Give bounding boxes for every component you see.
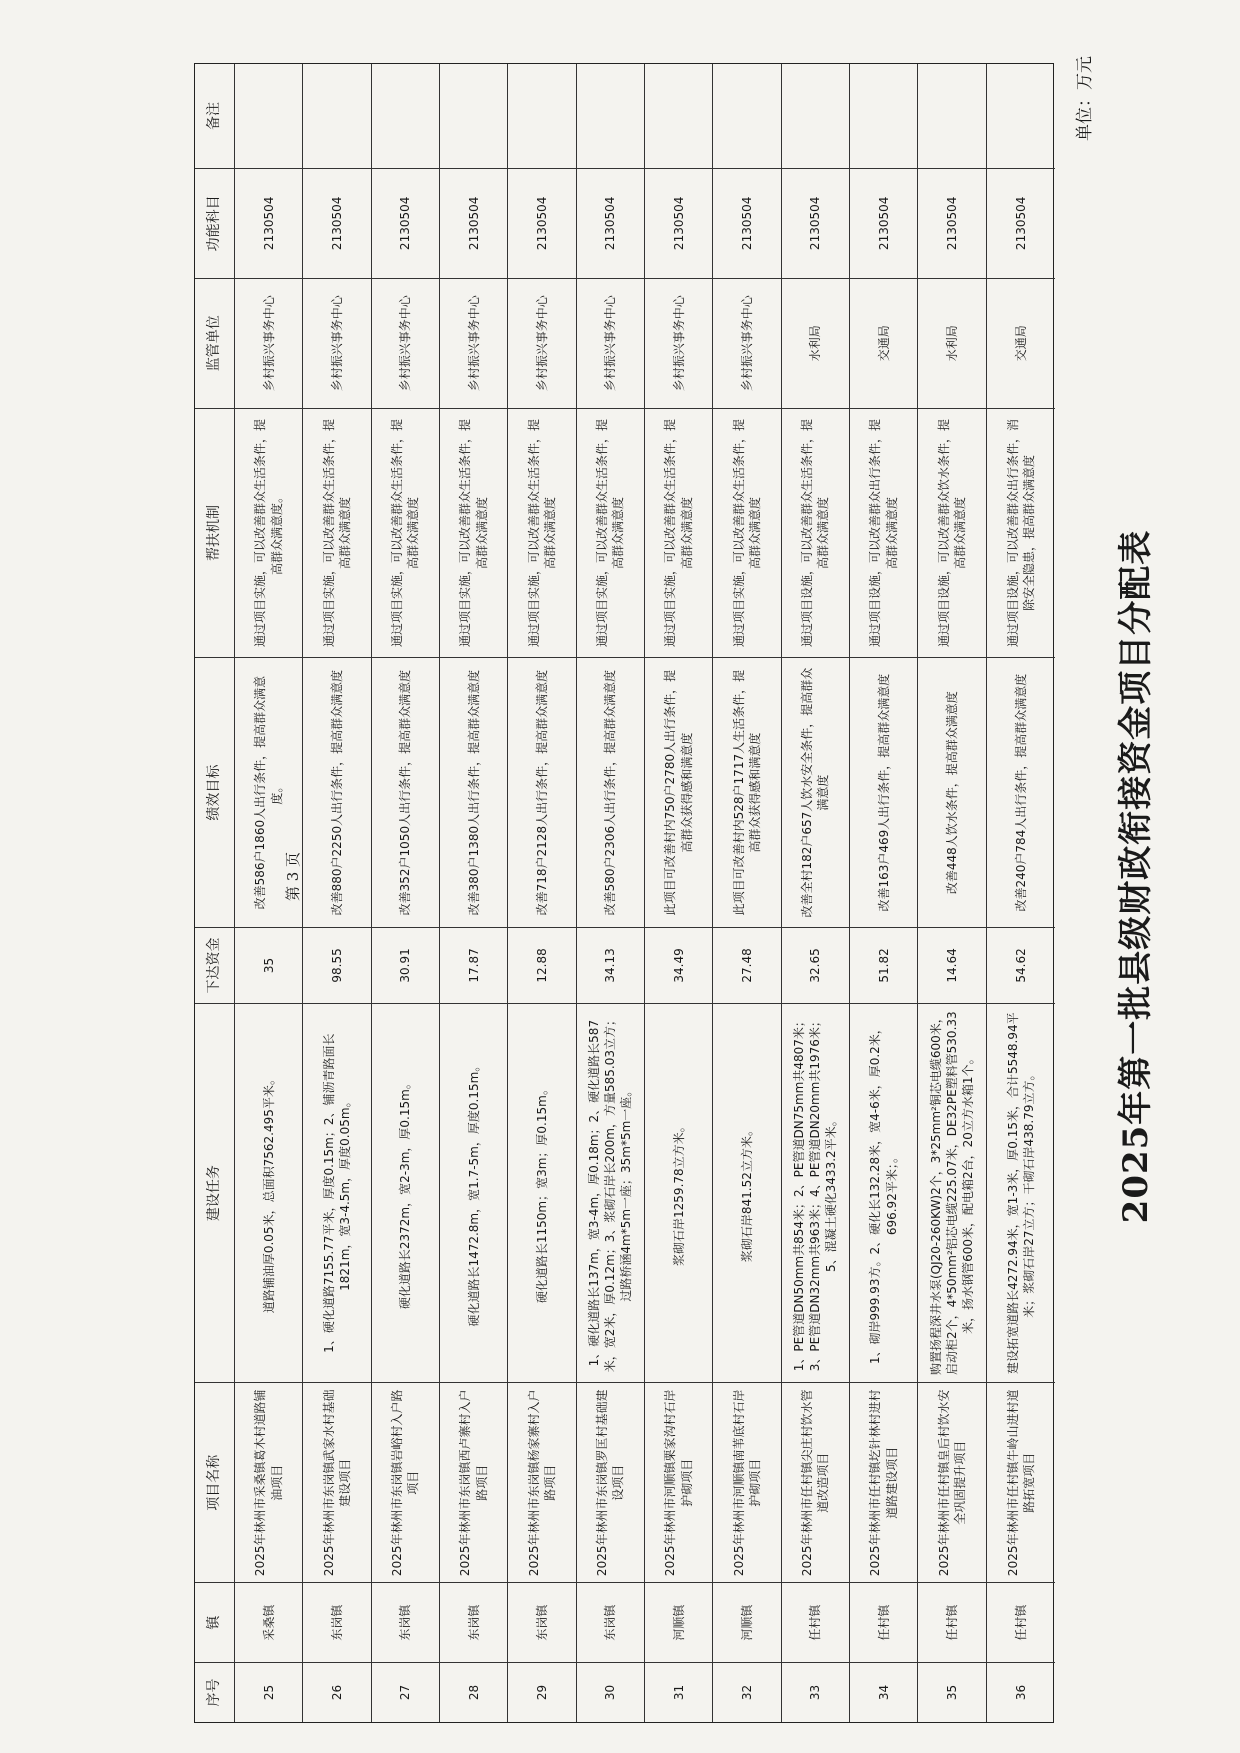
cell-mech: 通过项目实施，可以改善群众生活条件，提高群众满意度 bbox=[713, 408, 780, 658]
cell-goal: 改善163户469人出行条件，提高群众满意度 bbox=[850, 657, 917, 927]
cell-code: 2130504 bbox=[782, 168, 849, 278]
cell-seq: 35 bbox=[918, 1662, 985, 1722]
cell-seq: 29 bbox=[508, 1662, 575, 1722]
table-row bbox=[508, 64, 576, 1722]
cell-unit: 乡村振兴事务中心 bbox=[508, 278, 575, 408]
cell-town: 河顺镇 bbox=[713, 1582, 780, 1662]
cell-note bbox=[850, 64, 917, 168]
cell-town: 采桑镇 bbox=[235, 1582, 302, 1662]
cell-fund: 17.87 bbox=[440, 927, 507, 1003]
cell-unit: 交通局 bbox=[850, 278, 917, 408]
cell-name: 2025年林州市东岗镇西卢寨村入户路项目 bbox=[440, 1382, 507, 1582]
cell-town: 任村镇 bbox=[987, 1582, 1055, 1662]
cell-name: 2025年林州市东岗镇杨家寨村入户路项目 bbox=[508, 1382, 575, 1582]
header-goal: 绩效目标 bbox=[195, 657, 234, 927]
cell-mech: 通过项目设施，可以改善群众生活条件，提高群众满意度 bbox=[782, 408, 849, 658]
cell-fund: 12.88 bbox=[508, 927, 575, 1003]
cell-mech: 通过项目设施，可以改善群众饮水条件，提高群众满意度 bbox=[918, 408, 985, 658]
cell-town: 东岗镇 bbox=[577, 1582, 644, 1662]
cell-name: 2025年林州市河顺镇栗家沟村石岸护砌项目 bbox=[645, 1382, 712, 1582]
cell-town: 任村镇 bbox=[918, 1582, 985, 1662]
cell-seq: 36 bbox=[987, 1662, 1055, 1722]
cell-name: 2025年林州市任村镇皇后村饮水安全巩固提升项目 bbox=[918, 1382, 985, 1582]
cell-seq: 28 bbox=[440, 1662, 507, 1722]
cell-seq: 30 bbox=[577, 1662, 644, 1722]
table-row bbox=[713, 64, 781, 1722]
table-row bbox=[850, 64, 918, 1722]
cell-fund: 54.62 bbox=[987, 927, 1055, 1003]
cell-note bbox=[713, 64, 780, 168]
cell-code: 2130504 bbox=[918, 168, 985, 278]
cell-code: 2130504 bbox=[440, 168, 507, 278]
cell-town: 河顺镇 bbox=[645, 1582, 712, 1662]
cell-task: 1、砌岸999.93方。2、硬化长132.28米，宽4-6米，厚0.2米，696.92平米；。 bbox=[850, 1003, 917, 1383]
cell-mech: 通过项目实施，可以改善群众生活条件，提高群众满意度 bbox=[372, 408, 439, 658]
cell-unit: 乡村振兴事务中心 bbox=[713, 278, 780, 408]
cell-code: 2130504 bbox=[235, 168, 302, 278]
table-header bbox=[195, 64, 235, 1722]
cell-note bbox=[918, 64, 985, 168]
cell-task: 浆砌石岸1259.78立方米。 bbox=[645, 1003, 712, 1383]
cell-seq: 34 bbox=[850, 1662, 917, 1722]
cell-fund: 32.65 bbox=[782, 927, 849, 1003]
cell-task: 硬化道路长1150m；宽3m；厚0.15m。 bbox=[508, 1003, 575, 1383]
table-row bbox=[918, 64, 986, 1722]
cell-mech: 通过项目实施，可以改善群众生活条件，提高群众满意度 bbox=[645, 408, 712, 658]
document-title: 2025年第一批县级财政衔接资金项目分配表 bbox=[1116, 529, 1156, 1224]
cell-code: 2130504 bbox=[645, 168, 712, 278]
header-code: 功能科目 bbox=[195, 168, 234, 278]
cell-note bbox=[303, 64, 370, 168]
cell-mech: 通过项目实施，可以改善群众生活条件，提高群众满意度。 bbox=[235, 408, 302, 658]
header-mechanism: 帮扶机制 bbox=[195, 408, 234, 658]
cell-task: 1、硬化道路7155.77平米，厚度0.15m；2、铺沥青路面长1821m，宽3-4.5m，厚度0.05m。 bbox=[303, 1003, 370, 1383]
cell-name: 2025年林州市任村镇圪针林村进村道路建设项目 bbox=[850, 1382, 917, 1582]
cell-task: 道路铺油厚0.05米，总面积7562.495平米。 bbox=[235, 1003, 302, 1383]
cell-unit: 乡村振兴事务中心 bbox=[303, 278, 370, 408]
cell-unit: 乡村振兴事务中心 bbox=[440, 278, 507, 408]
cell-code: 2130504 bbox=[577, 168, 644, 278]
cell-fund: 30.91 bbox=[372, 927, 439, 1003]
cell-mech: 通过项目实施，可以改善群众生活条件，提高群众满意度 bbox=[508, 408, 575, 658]
cell-mech: 通过项目实施，可以改善群众生活条件，提高群众满意度 bbox=[577, 408, 644, 658]
table-row bbox=[782, 64, 850, 1722]
cell-seq: 26 bbox=[303, 1662, 370, 1722]
cell-fund: 98.55 bbox=[303, 927, 370, 1003]
cell-name: 2025年林州市河顺镇南苇底村石岸护砌项目 bbox=[713, 1382, 780, 1582]
allocation-table bbox=[194, 63, 1054, 1723]
cell-name: 2025年林州市东岗镇岩峪村入户路项目 bbox=[372, 1382, 439, 1582]
cell-name: 2025年林州市采桑镇葛木村道路铺油项目 bbox=[235, 1382, 302, 1582]
table-row bbox=[645, 64, 713, 1722]
cell-goal: 改善580户2306人出行条件，提高群众满意度 bbox=[577, 657, 644, 927]
cell-name: 2025年林州市东岗镇武家水村基础建设项目 bbox=[303, 1382, 370, 1582]
cell-town: 东岗镇 bbox=[372, 1582, 439, 1662]
cell-fund: 14.64 bbox=[918, 927, 985, 1003]
cell-unit: 乡村振兴事务中心 bbox=[372, 278, 439, 408]
cell-goal: 改善880户2250人出行条件，提高群众满意度 bbox=[303, 657, 370, 927]
cell-goal: 改善448人饮水条件，提高群众满意度 bbox=[918, 657, 985, 927]
table-row bbox=[577, 64, 645, 1722]
table-row bbox=[987, 64, 1055, 1722]
cell-goal: 改善240户784人出行条件，提高群众满意度 bbox=[987, 657, 1055, 927]
cell-town: 任村镇 bbox=[782, 1582, 849, 1662]
cell-note bbox=[987, 64, 1055, 168]
cell-code: 2130504 bbox=[850, 168, 917, 278]
cell-goal: 改善718户2128人出行条件，提高群众满意度 bbox=[508, 657, 575, 927]
cell-unit: 水利局 bbox=[918, 278, 985, 408]
cell-note bbox=[577, 64, 644, 168]
cell-code: 2130504 bbox=[303, 168, 370, 278]
cell-fund: 34.49 bbox=[645, 927, 712, 1003]
header-supervisor: 监管单位 bbox=[195, 278, 234, 408]
table-grid bbox=[194, 63, 1054, 1723]
header-town: 镇 bbox=[195, 1582, 234, 1662]
cell-note bbox=[440, 64, 507, 168]
table-row bbox=[372, 64, 440, 1722]
cell-unit: 乡村振兴事务中心 bbox=[645, 278, 712, 408]
cell-name: 2025年林州市任村镇尖庄村饮水管道改造项目 bbox=[782, 1382, 849, 1582]
cell-town: 东岗镇 bbox=[303, 1582, 370, 1662]
cell-unit: 水利局 bbox=[782, 278, 849, 408]
cell-town: 任村镇 bbox=[850, 1582, 917, 1662]
cell-note bbox=[645, 64, 712, 168]
header-name: 项目名称 bbox=[195, 1382, 234, 1582]
cell-seq: 25 bbox=[235, 1662, 302, 1722]
cell-task: 1、PE管道DN50mm共854米；2、PE管道DN75mm共4807米；3、PE管道DN32mm共963米；4、PE管道DN20mm共1976米；5、混凝土硬化3433.2平米。 bbox=[782, 1003, 849, 1383]
cell-goal: 此项目可改善村内528户1717人生活条件，提高群众获得感和满意度 bbox=[713, 657, 780, 927]
table-row bbox=[440, 64, 508, 1722]
cell-task: 1、硬化道路长137m，宽3-4m，厚0.18m；2、硬化道路长587米，宽2米，厚0.12m；3、浆砌石岸长200m，方量585.03立方；过路桥涵4m*5m一座；35m*5m一座。 bbox=[577, 1003, 644, 1383]
cell-fund: 51.82 bbox=[850, 927, 917, 1003]
unit-label: 单位：万元 bbox=[1075, 56, 1095, 141]
cell-seq: 33 bbox=[782, 1662, 849, 1722]
cell-town: 东岗镇 bbox=[508, 1582, 575, 1662]
cell-task: 购置扬程深井水泵(QJ20-260KW)2个，3*25mm²铜芯电缆600米，启动柜2个，4*50mm²铝芯电缆225.07米，DE32PE塑料管530.33米，扬水钢管600米，配电箱2台，20立方水箱1个。 bbox=[918, 1003, 985, 1383]
cell-goal: 改善586户1860人出行条件，提高群众满意度。 bbox=[235, 657, 302, 927]
cell-mech: 通过项目实施，可以改善群众生活条件，提高群众满意度 bbox=[440, 408, 507, 658]
table-row bbox=[303, 64, 371, 1722]
page-number: 第 3 页 bbox=[284, 851, 302, 902]
cell-goal: 此项目可改善村内750户2780人出行条件，提高群众获得感和满意度 bbox=[645, 657, 712, 927]
cell-goal: 改善380户1380人出行条件，提高群众满意度 bbox=[440, 657, 507, 927]
cell-fund: 34.13 bbox=[577, 927, 644, 1003]
cell-code: 2130504 bbox=[987, 168, 1055, 278]
cell-seq: 32 bbox=[713, 1662, 780, 1722]
cell-unit: 乡村振兴事务中心 bbox=[235, 278, 302, 408]
cell-mech: 通过项目实施，可以改善群众生活条件，提高群众满意度 bbox=[303, 408, 370, 658]
header-seq: 序号 bbox=[195, 1662, 234, 1722]
cell-task: 浆砌石岸841.52立方米。 bbox=[713, 1003, 780, 1383]
cell-task: 建设拓宽道路长4272.94米，宽1-3米，厚0.15米，合计5548.94平米；浆砌石岸27立方；干砌石岸438.79立方。 bbox=[987, 1003, 1055, 1383]
cell-goal: 改善352户1050人出行条件，提高群众满意度 bbox=[372, 657, 439, 927]
cell-task: 硬化道路长1472.8m，宽1.7-5m，厚度0.15m。 bbox=[440, 1003, 507, 1383]
cell-unit: 乡村振兴事务中心 bbox=[577, 278, 644, 408]
header-task: 建设任务 bbox=[195, 1003, 234, 1383]
cell-town: 东岗镇 bbox=[440, 1582, 507, 1662]
cell-goal: 改善全村182户657人饮水安全条件，提高群众满意度 bbox=[782, 657, 849, 927]
cell-name: 2025年林州市任村镇牛岭山进村道路拓宽项目 bbox=[987, 1382, 1055, 1582]
header-fund: 下达资金 bbox=[195, 927, 234, 1003]
cell-code: 2130504 bbox=[713, 168, 780, 278]
cell-task: 硬化道路长2372m，宽2-3m，厚0.15m。 bbox=[372, 1003, 439, 1383]
cell-seq: 31 bbox=[645, 1662, 712, 1722]
cell-unit: 交通局 bbox=[987, 278, 1055, 408]
header-note: 备注 bbox=[206, 101, 223, 130]
cell-mech: 通过项目设施，可以改善群众出行条件，消除安全隐患，提高群众满意度 bbox=[987, 408, 1055, 658]
cell-name: 2025年林州市东岗镇罗匡村基础建设项目 bbox=[577, 1382, 644, 1582]
cell-note bbox=[782, 64, 849, 168]
cell-code: 2130504 bbox=[372, 168, 439, 278]
cell-fund: 35 bbox=[235, 927, 302, 1003]
cell-note bbox=[372, 64, 439, 168]
cell-seq: 27 bbox=[372, 1662, 439, 1722]
cell-mech: 通过项目设施，可以改善群众出行条件，提高群众满意度 bbox=[850, 408, 917, 658]
cell-note bbox=[508, 64, 575, 168]
cell-code: 2130504 bbox=[508, 168, 575, 278]
cell-fund: 27.48 bbox=[713, 927, 780, 1003]
